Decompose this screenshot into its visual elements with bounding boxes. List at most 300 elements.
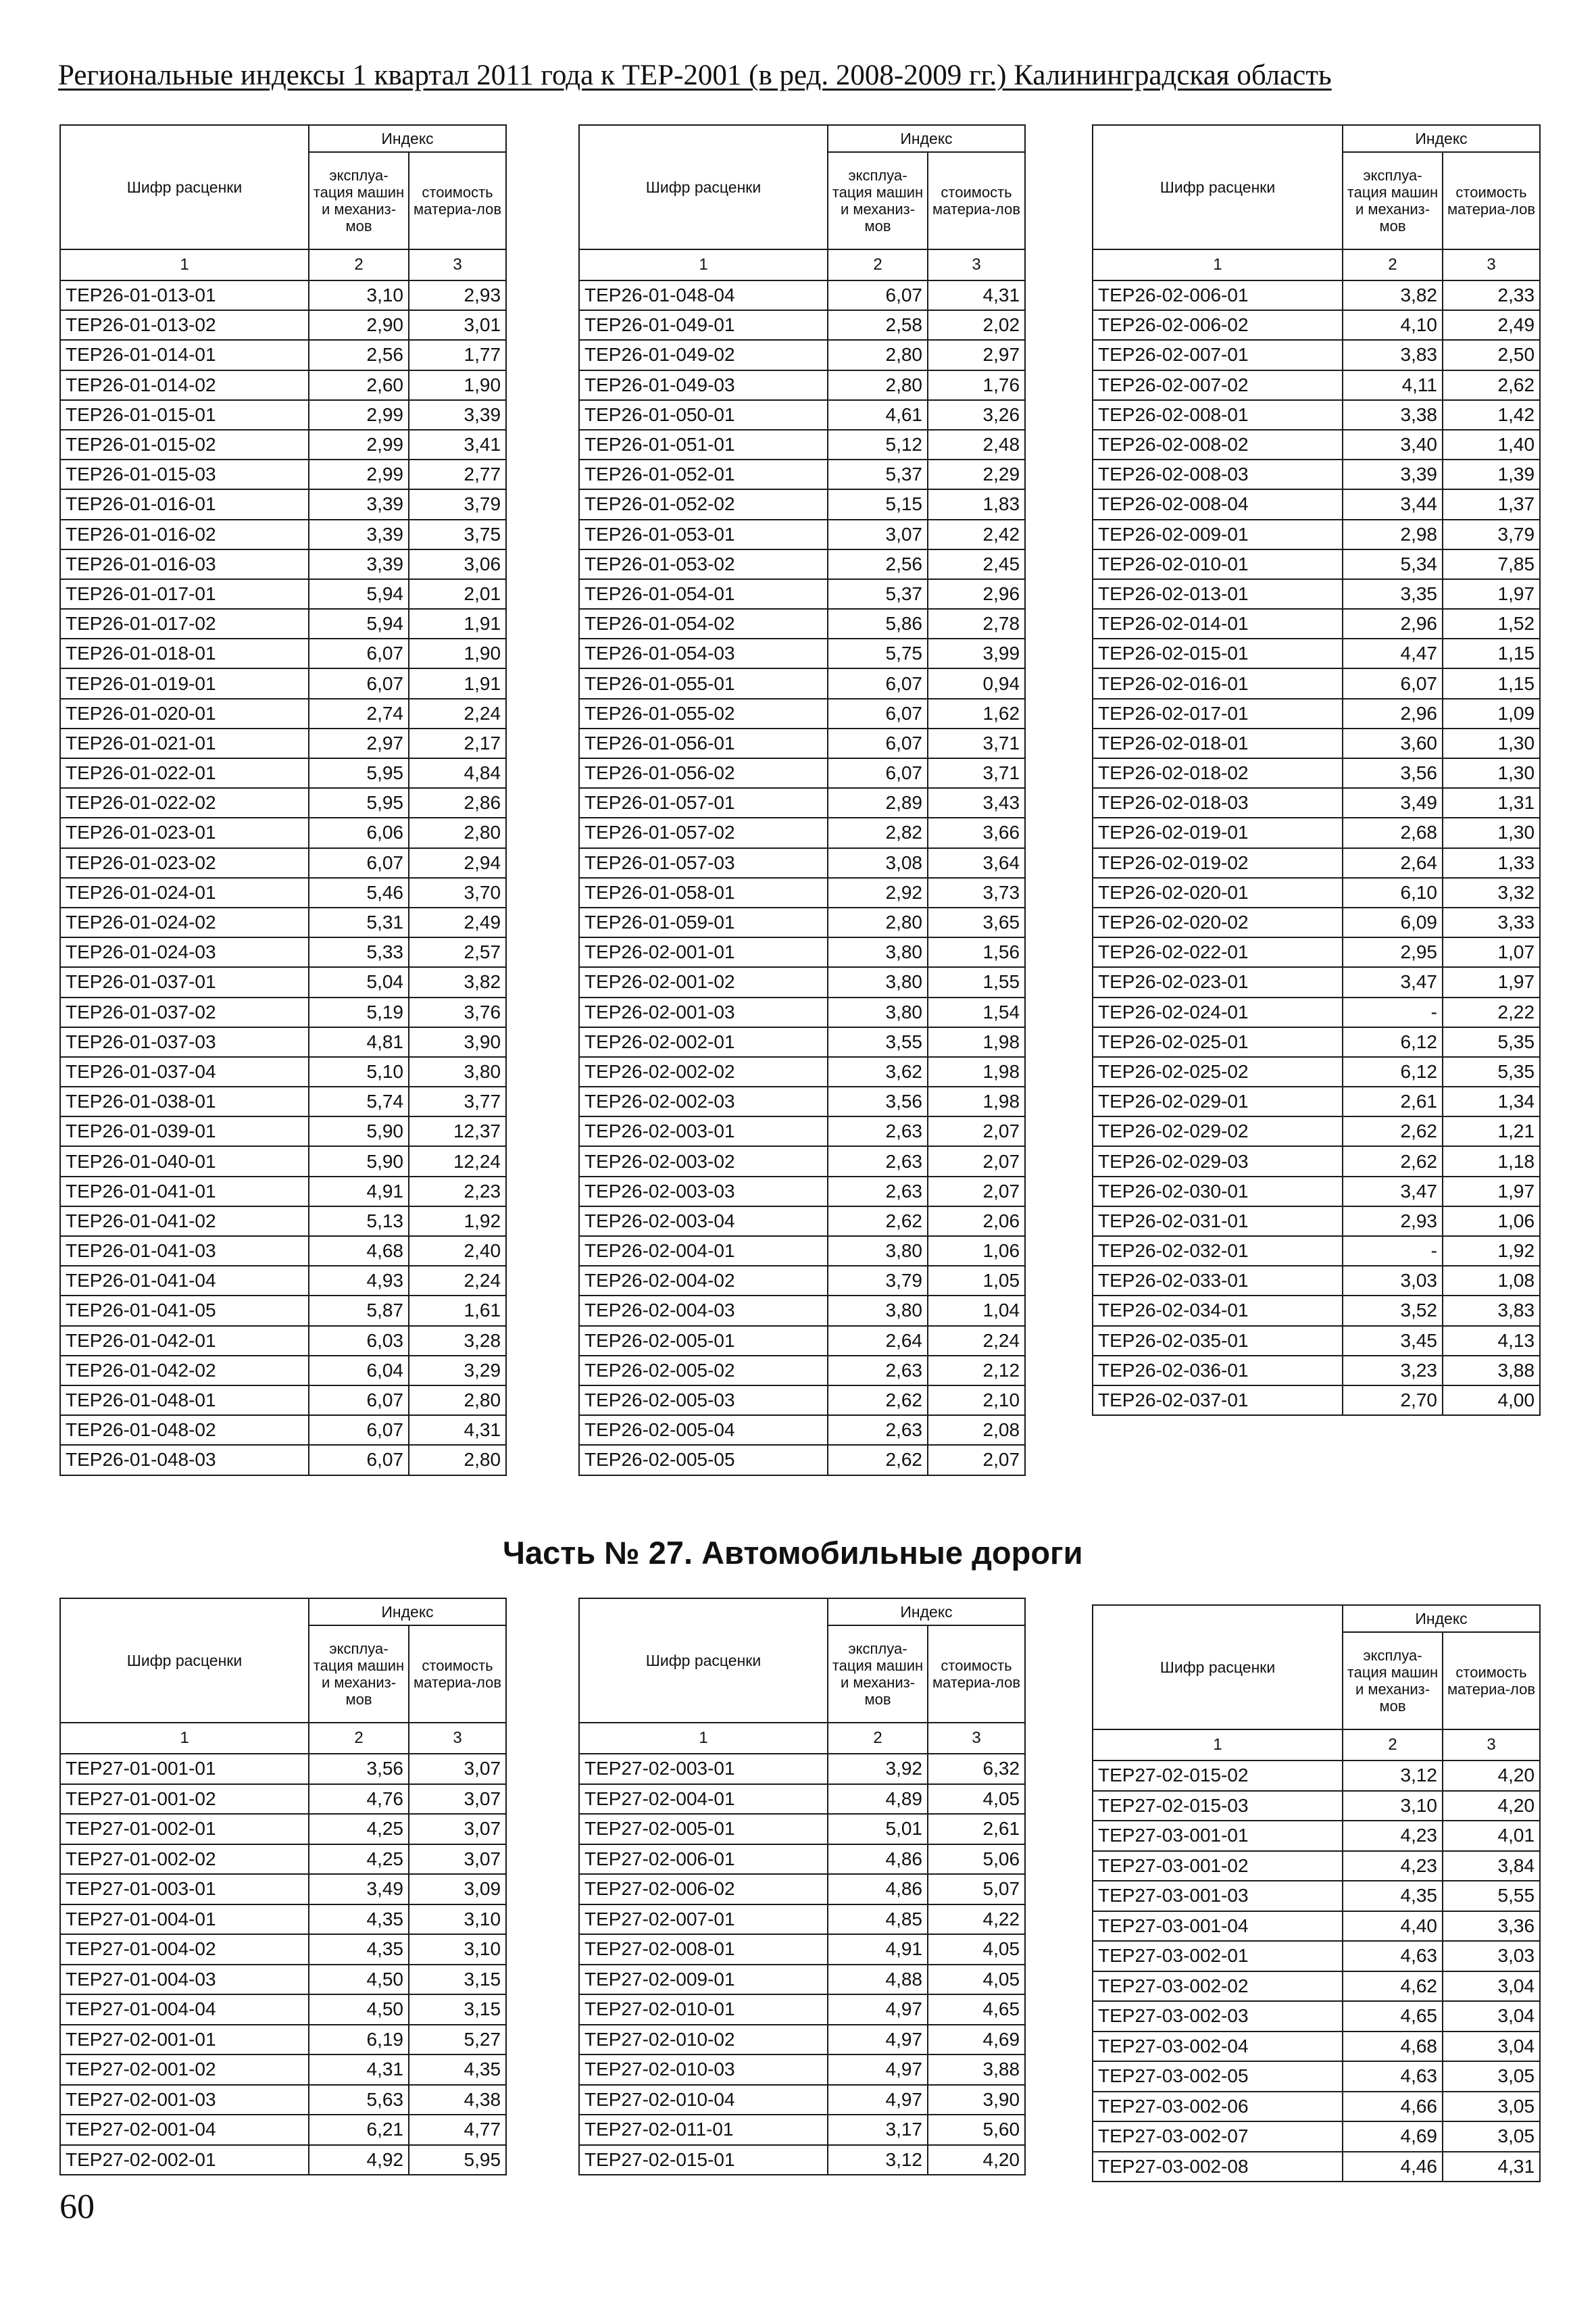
rate-code-cell: ТЕР27-01-002-02	[60, 1844, 309, 1875]
materials-index-cell: 3,76	[409, 998, 506, 1027]
materials-index-cell: 1,33	[1443, 848, 1540, 878]
machines-index-cell: 3,08	[828, 848, 928, 878]
rate-code-cell: ТЕР26-01-038-01	[60, 1087, 309, 1116]
rate-code-cell: ТЕР26-02-005-05	[579, 1445, 828, 1475]
materials-index-cell: 3,79	[1443, 520, 1540, 549]
materials-index-cell: 4,84	[409, 758, 506, 788]
machines-index-cell: 4,46	[1343, 2152, 1443, 2182]
materials-index-cell: 2,86	[409, 788, 506, 818]
rate-code-cell: ТЕР27-02-010-03	[579, 2054, 828, 2085]
table-row	[60, 1356, 506, 1385]
machines-index-cell: 3,10	[309, 280, 409, 310]
materials-index-cell: 1,92	[1443, 1236, 1540, 1266]
materials-index-cell: 3,88	[1443, 1356, 1540, 1385]
table-row	[60, 1087, 506, 1116]
rate-code-cell: ТЕР27-01-004-02	[60, 1934, 309, 1965]
code-column-header: Шифр расценки	[579, 125, 828, 249]
rate-code-cell: ТЕР26-02-001-01	[579, 937, 828, 967]
column-number: 3	[928, 1723, 1025, 1754]
table-row	[60, 908, 506, 937]
table-row	[1093, 1057, 1540, 1087]
table-row	[1093, 609, 1540, 639]
table-row	[1093, 1971, 1540, 2002]
materials-index-cell: 1,56	[928, 937, 1025, 967]
index-table	[1092, 124, 1541, 1416]
materials-index-cell: 1,42	[1443, 400, 1540, 430]
machines-index-cell: 6,10	[1343, 878, 1443, 908]
rate-code-cell: ТЕР26-02-004-02	[579, 1266, 828, 1296]
table-row	[1093, 1116, 1540, 1146]
machines-index-cell: 4,40	[1343, 1911, 1443, 1942]
materials-index-cell: 4,69	[928, 2025, 1025, 2055]
table-row	[60, 430, 506, 460]
column-number: 3	[1443, 1729, 1540, 1761]
code-column-header: Шифр расценки	[1093, 1605, 1343, 1729]
table-row	[579, 609, 1025, 639]
index-column-header: Индекс	[1343, 125, 1540, 152]
materials-index-cell: 1,18	[1443, 1146, 1540, 1176]
machines-index-cell: 5,13	[309, 1206, 409, 1236]
column-number: 1	[579, 249, 828, 280]
materials-index-cell: 1,97	[1443, 579, 1540, 609]
materials-index-cell: 4,31	[928, 280, 1025, 310]
rate-code-cell: ТЕР26-02-008-01	[1093, 400, 1343, 430]
materials-index-cell: 1,98	[928, 1027, 1025, 1057]
table-row	[1093, 400, 1540, 430]
rate-code-cell: ТЕР26-01-041-03	[60, 1236, 309, 1266]
rate-code-cell: ТЕР26-02-005-01	[579, 1326, 828, 1356]
materials-index-cell: 1,30	[1443, 818, 1540, 847]
table-row	[579, 400, 1025, 430]
materials-index-cell: 1,30	[1443, 729, 1540, 758]
rate-code-cell: ТЕР26-01-049-01	[579, 310, 828, 340]
materials-index-cell: 2,17	[409, 729, 506, 758]
rate-code-cell: ТЕР26-01-049-03	[579, 370, 828, 400]
machines-index-cell: 5,94	[309, 609, 409, 639]
table-row	[60, 1146, 506, 1176]
rate-code-cell: ТЕР27-01-001-01	[60, 1754, 309, 1784]
table-row	[579, 1206, 1025, 1236]
rate-code-cell: ТЕР26-02-003-04	[579, 1206, 828, 1236]
table-row	[60, 1326, 506, 1356]
machines-index-cell: 6,12	[1343, 1057, 1443, 1087]
machines-index-cell: 2,63	[828, 1356, 928, 1385]
table-row	[579, 520, 1025, 549]
machines-index-cell: 3,56	[828, 1087, 928, 1116]
rate-code-cell: ТЕР26-02-018-01	[1093, 729, 1343, 758]
machines-index-cell: 2,92	[828, 878, 928, 908]
machines-index-cell: 4,85	[828, 1904, 928, 1935]
materials-index-cell: 4,05	[928, 1934, 1025, 1965]
table-row	[1093, 1326, 1540, 1356]
machines-index-cell: 2,64	[828, 1326, 928, 1356]
index-column-header: Индекс	[309, 1598, 506, 1625]
machines-index-cell: 2,62	[828, 1385, 928, 1415]
machines-index-cell: 6,07	[309, 639, 409, 668]
table-row	[60, 520, 506, 549]
machines-index-cell: 4,97	[828, 2054, 928, 2085]
table-row	[579, 340, 1025, 370]
table-row	[1093, 818, 1540, 847]
table-row	[60, 370, 506, 400]
machines-index-cell: 3,60	[1343, 729, 1443, 758]
materials-index-cell: 1,77	[409, 340, 506, 370]
rate-code-cell: ТЕР26-02-036-01	[1093, 1356, 1343, 1385]
machines-index-cell: 4,97	[828, 1994, 928, 2025]
table-row	[1093, 1791, 1540, 1821]
rate-code-cell: ТЕР26-01-024-01	[60, 878, 309, 908]
rate-code-cell: ТЕР27-02-007-01	[579, 1904, 828, 1935]
machines-index-cell: 2,68	[1343, 818, 1443, 847]
materials-index-cell: 3,10	[409, 1934, 506, 1965]
materials-index-cell: 3,71	[928, 758, 1025, 788]
materials-index-cell: 3,04	[1443, 2001, 1540, 2032]
rate-code-cell: ТЕР26-01-023-01	[60, 818, 309, 847]
materials-index-cell: 3,29	[409, 1356, 506, 1385]
table-row	[579, 1027, 1025, 1057]
materials-index-cell: 4,13	[1443, 1326, 1540, 1356]
rate-code-cell: ТЕР26-02-035-01	[1093, 1326, 1343, 1356]
machines-index-cell: 3,80	[828, 1296, 928, 1325]
rate-code-cell: ТЕР26-02-002-03	[579, 1087, 828, 1116]
rate-code-cell: ТЕР26-01-041-05	[60, 1296, 309, 1325]
machines-index-cell: 2,95	[1343, 937, 1443, 967]
rate-code-cell: ТЕР26-01-057-01	[579, 788, 828, 818]
materials-index-cell: 2,02	[928, 310, 1025, 340]
materials-index-cell: 1,61	[409, 1296, 506, 1325]
rate-code-cell: ТЕР26-01-042-02	[60, 1356, 309, 1385]
machines-index-cell: 4,35	[309, 1904, 409, 1935]
rate-code-cell: ТЕР26-01-053-01	[579, 520, 828, 549]
machines-index-cell: 3,83	[1343, 340, 1443, 370]
machines-index-cell: 3,47	[1343, 967, 1443, 997]
machines-index-cell: 5,10	[309, 1057, 409, 1087]
machines-index-cell: 4,86	[828, 1844, 928, 1875]
table-row	[1093, 908, 1540, 937]
header-row	[60, 125, 506, 152]
materials-index-cell: 3,99	[928, 639, 1025, 668]
table-row	[1093, 937, 1540, 967]
rate-code-cell: ТЕР26-02-008-04	[1093, 489, 1343, 519]
materials-index-cell: 2,24	[409, 699, 506, 729]
machines-index-cell: 4,93	[309, 1266, 409, 1296]
machines-index-cell: 4,35	[1343, 1881, 1443, 1911]
rate-code-cell: ТЕР26-01-023-02	[60, 848, 309, 878]
materials-index-cell: 3,07	[409, 1814, 506, 1844]
materials-index-cell: 3,01	[409, 310, 506, 340]
machines-index-cell: 6,03	[309, 1326, 409, 1356]
materials-index-cell: 1,98	[928, 1087, 1025, 1116]
materials-column-header: стоимость материа-лов	[928, 1625, 1025, 1723]
rate-code-cell: ТЕР26-01-058-01	[579, 878, 828, 908]
materials-column-header: стоимость материа-лов	[1443, 1632, 1540, 1729]
table-row	[60, 1415, 506, 1445]
machines-column-header: эксплуа-тация машин и механиз-мов	[828, 152, 928, 249]
rate-code-cell: ТЕР26-02-029-01	[1093, 1087, 1343, 1116]
table-row	[1093, 2092, 1540, 2122]
materials-index-cell: 3,71	[928, 729, 1025, 758]
table-row	[579, 460, 1025, 489]
rate-code-cell: ТЕР26-02-005-02	[579, 1356, 828, 1385]
machines-index-cell: 3,79	[828, 1266, 928, 1296]
table-row	[60, 818, 506, 847]
table-row	[60, 340, 506, 370]
machines-index-cell: 2,62	[1343, 1116, 1443, 1146]
machines-index-cell: 4,25	[309, 1844, 409, 1875]
table-row	[1093, 430, 1540, 460]
machines-index-cell: 4,97	[828, 2085, 928, 2115]
machines-index-cell: 3,92	[828, 1754, 928, 1784]
table-row	[1093, 758, 1540, 788]
materials-column-header: стоимость материа-лов	[1443, 152, 1540, 249]
machines-index-cell: 4,63	[1343, 2061, 1443, 2092]
rate-code-cell: ТЕР26-02-014-01	[1093, 609, 1343, 639]
machines-index-cell: 4,61	[828, 400, 928, 430]
machines-index-cell: 3,80	[828, 967, 928, 997]
rate-code-cell: ТЕР26-02-034-01	[1093, 1296, 1343, 1325]
column-number: 1	[60, 1723, 309, 1754]
machines-index-cell: 4,11	[1343, 370, 1443, 400]
table-row	[1093, 1027, 1540, 1057]
rate-code-cell: ТЕР26-01-041-01	[60, 1177, 309, 1206]
rate-code-cell: ТЕР26-01-054-01	[579, 579, 828, 609]
materials-index-cell: 3,79	[409, 489, 506, 519]
machines-index-cell: 6,07	[309, 1415, 409, 1445]
table-row	[579, 1874, 1025, 1904]
table-row	[60, 967, 506, 997]
table-row	[1093, 967, 1540, 997]
rate-code-cell: ТЕР27-02-006-01	[579, 1844, 828, 1875]
machines-index-cell: 6,19	[309, 2025, 409, 2055]
materials-index-cell: 2,24	[409, 1266, 506, 1296]
materials-index-cell: 3,15	[409, 1994, 506, 2025]
machines-index-cell: 5,31	[309, 908, 409, 937]
column-number-row	[60, 249, 506, 280]
materials-index-cell: 1,55	[928, 967, 1025, 997]
column-number: 3	[409, 249, 506, 280]
materials-index-cell: 2,48	[928, 430, 1025, 460]
materials-index-cell: 1,91	[409, 668, 506, 698]
materials-index-cell: 5,27	[409, 2025, 506, 2055]
rate-code-cell: ТЕР26-02-020-01	[1093, 878, 1343, 908]
rate-code-cell: ТЕР26-01-016-02	[60, 520, 309, 549]
machines-index-cell: 2,99	[309, 460, 409, 489]
machines-index-cell: 2,97	[309, 729, 409, 758]
machines-index-cell: 2,99	[309, 430, 409, 460]
rate-code-cell: ТЕР26-01-055-01	[579, 668, 828, 698]
table-row	[60, 1445, 506, 1475]
machines-index-cell: 2,63	[828, 1146, 928, 1176]
rate-code-cell: ТЕР26-01-048-01	[60, 1385, 309, 1415]
machines-index-cell: 4,76	[309, 1784, 409, 1815]
materials-index-cell: 4,00	[1443, 1385, 1540, 1415]
materials-index-cell: 5,55	[1443, 1881, 1540, 1911]
materials-index-cell: 3,05	[1443, 2061, 1540, 2092]
materials-index-cell: 2,77	[409, 460, 506, 489]
machines-index-cell: 3,39	[309, 489, 409, 519]
materials-index-cell: 4,31	[409, 1415, 506, 1445]
materials-index-cell: 2,22	[1443, 998, 1540, 1027]
column-number-row	[1093, 1729, 1540, 1761]
materials-index-cell: 4,38	[409, 2085, 506, 2115]
machines-index-cell: 4,92	[309, 2145, 409, 2175]
rate-code-cell: ТЕР26-02-002-02	[579, 1057, 828, 1087]
table-row	[579, 668, 1025, 698]
materials-index-cell: 2,10	[928, 1385, 1025, 1415]
machines-index-cell: 4,89	[828, 1784, 928, 1815]
machines-index-cell: 2,64	[1343, 848, 1443, 878]
rate-code-cell: ТЕР26-02-031-01	[1093, 1206, 1343, 1236]
rate-code-cell: ТЕР26-01-048-04	[579, 280, 828, 310]
rate-code-cell: ТЕР26-01-020-01	[60, 699, 309, 729]
table-row	[1093, 2152, 1540, 2182]
table-row	[1093, 1385, 1540, 1415]
materials-index-cell: 1,90	[409, 639, 506, 668]
machines-index-cell: 5,04	[309, 967, 409, 997]
table-row	[1093, 1761, 1540, 1791]
rate-code-cell: ТЕР27-02-001-01	[60, 2025, 309, 2055]
machines-index-cell: 3,45	[1343, 1326, 1443, 1356]
table-row	[1093, 878, 1540, 908]
rate-code-cell: ТЕР26-02-022-01	[1093, 937, 1343, 967]
rate-code-cell: ТЕР27-03-001-02	[1093, 1851, 1343, 1881]
machines-index-cell: 5,37	[828, 460, 928, 489]
rate-code-cell: ТЕР26-02-005-03	[579, 1385, 828, 1415]
rate-code-cell: ТЕР26-02-018-03	[1093, 788, 1343, 818]
table-row	[60, 788, 506, 818]
rate-code-cell: ТЕР26-01-016-01	[60, 489, 309, 519]
rate-code-cell: ТЕР26-01-056-01	[579, 729, 828, 758]
materials-index-cell: 4,05	[928, 1784, 1025, 1815]
machines-index-cell: 5,37	[828, 579, 928, 609]
materials-index-cell: 3,07	[409, 1754, 506, 1784]
column-number: 2	[309, 249, 409, 280]
rate-code-cell: ТЕР26-01-054-03	[579, 639, 828, 668]
machines-index-cell: 4,23	[1343, 1821, 1443, 1851]
machines-index-cell: 4,31	[309, 2054, 409, 2085]
rate-code-cell: ТЕР26-01-037-03	[60, 1027, 309, 1057]
materials-index-cell: 3,43	[928, 788, 1025, 818]
table-row	[1093, 639, 1540, 668]
machines-index-cell: 4,97	[828, 2025, 928, 2055]
rate-code-cell: ТЕР26-02-007-02	[1093, 370, 1343, 400]
table-row	[579, 1814, 1025, 1844]
machines-index-cell: 5,75	[828, 639, 928, 668]
machines-column-header: эксплуа-тация машин и механиз-мов	[1343, 1632, 1443, 1729]
machines-index-cell: 3,17	[828, 2115, 928, 2145]
materials-index-cell: 3,84	[1443, 1851, 1540, 1881]
machines-index-cell: 6,07	[828, 668, 928, 698]
table-row	[60, 998, 506, 1027]
table-row	[579, 579, 1025, 609]
machines-index-cell: 3,10	[1343, 1791, 1443, 1821]
table-row	[1093, 699, 1540, 729]
table-row	[579, 1754, 1025, 1784]
machines-index-cell: 4,50	[309, 1994, 409, 2025]
table-row	[60, 609, 506, 639]
table-row	[579, 489, 1025, 519]
rate-code-cell: ТЕР26-02-023-01	[1093, 967, 1343, 997]
rate-code-cell: ТЕР26-02-025-02	[1093, 1057, 1343, 1087]
table-row	[579, 758, 1025, 788]
table-row	[60, 1994, 506, 2025]
rate-code-cell: ТЕР26-02-032-01	[1093, 1236, 1343, 1266]
table-row	[579, 1266, 1025, 1296]
machines-index-cell: 4,86	[828, 1874, 928, 1904]
rate-code-cell: ТЕР27-03-002-03	[1093, 2001, 1343, 2032]
machines-index-cell: 2,63	[828, 1415, 928, 1445]
materials-index-cell: 4,77	[409, 2115, 506, 2145]
table-row	[60, 2025, 506, 2055]
rate-code-cell: ТЕР26-01-022-02	[60, 788, 309, 818]
table-row	[579, 1057, 1025, 1087]
machines-index-cell: 2,56	[309, 340, 409, 370]
materials-index-cell: 1,07	[1443, 937, 1540, 967]
materials-index-cell: 3,04	[1443, 1971, 1540, 2002]
machines-index-cell: 3,40	[1343, 430, 1443, 460]
table-row	[1093, 549, 1540, 579]
machines-index-cell: 5,90	[309, 1116, 409, 1146]
rate-code-cell: ТЕР27-03-002-06	[1093, 2092, 1343, 2122]
rate-code-cell: ТЕР27-02-001-02	[60, 2054, 309, 2085]
materials-index-cell: 1,90	[409, 370, 506, 400]
table-row	[60, 1027, 506, 1057]
table-row	[60, 489, 506, 519]
machines-index-cell: 5,34	[1343, 549, 1443, 579]
column-number-row	[579, 1723, 1025, 1754]
table-row	[1093, 1881, 1540, 1911]
machines-index-cell: 2,70	[1343, 1385, 1443, 1415]
rate-code-cell: ТЕР27-03-002-08	[1093, 2152, 1343, 2182]
materials-index-cell: 5,60	[928, 2115, 1025, 2145]
rate-code-cell: ТЕР26-02-019-01	[1093, 818, 1343, 847]
materials-index-cell: 4,65	[928, 1994, 1025, 2025]
rate-code-cell: ТЕР26-02-001-03	[579, 998, 828, 1027]
machines-index-cell: 6,07	[828, 280, 928, 310]
rate-code-cell: ТЕР26-01-059-01	[579, 908, 828, 937]
table-row	[1093, 998, 1540, 1027]
rate-code-cell: ТЕР26-01-017-02	[60, 609, 309, 639]
machines-index-cell: 2,98	[1343, 520, 1443, 549]
table-row	[579, 2145, 1025, 2175]
table-row	[1093, 1206, 1540, 1236]
machines-column-header: эксплуа-тация машин и механиз-мов	[309, 152, 409, 249]
machines-index-cell: 4,91	[309, 1177, 409, 1206]
materials-index-cell: 1,97	[1443, 1177, 1540, 1206]
materials-index-cell: 3,04	[1443, 2032, 1540, 2062]
header-row	[1093, 1605, 1540, 1632]
column-number: 2	[309, 1723, 409, 1754]
table-row	[60, 2085, 506, 2115]
rate-code-cell: ТЕР26-01-019-01	[60, 668, 309, 698]
machines-index-cell: 5,94	[309, 579, 409, 609]
table-row	[1093, 579, 1540, 609]
table-row	[579, 1784, 1025, 1815]
table-row	[579, 1356, 1025, 1385]
materials-index-cell: 1,40	[1443, 430, 1540, 460]
rate-code-cell: ТЕР26-01-021-01	[60, 729, 309, 758]
materials-index-cell: 2,07	[928, 1177, 1025, 1206]
table-row	[579, 2085, 1025, 2115]
rate-code-cell: ТЕР26-01-052-02	[579, 489, 828, 519]
machines-index-cell: 4,63	[1343, 1941, 1443, 1971]
rate-code-cell: ТЕР27-03-001-01	[1093, 1821, 1343, 1851]
materials-index-cell: 4,05	[928, 1965, 1025, 1995]
rate-code-cell: ТЕР26-02-016-01	[1093, 668, 1343, 698]
table-row	[579, 1385, 1025, 1415]
machines-index-cell: 3,12	[1343, 1761, 1443, 1791]
rate-code-cell: ТЕР26-01-041-04	[60, 1266, 309, 1296]
